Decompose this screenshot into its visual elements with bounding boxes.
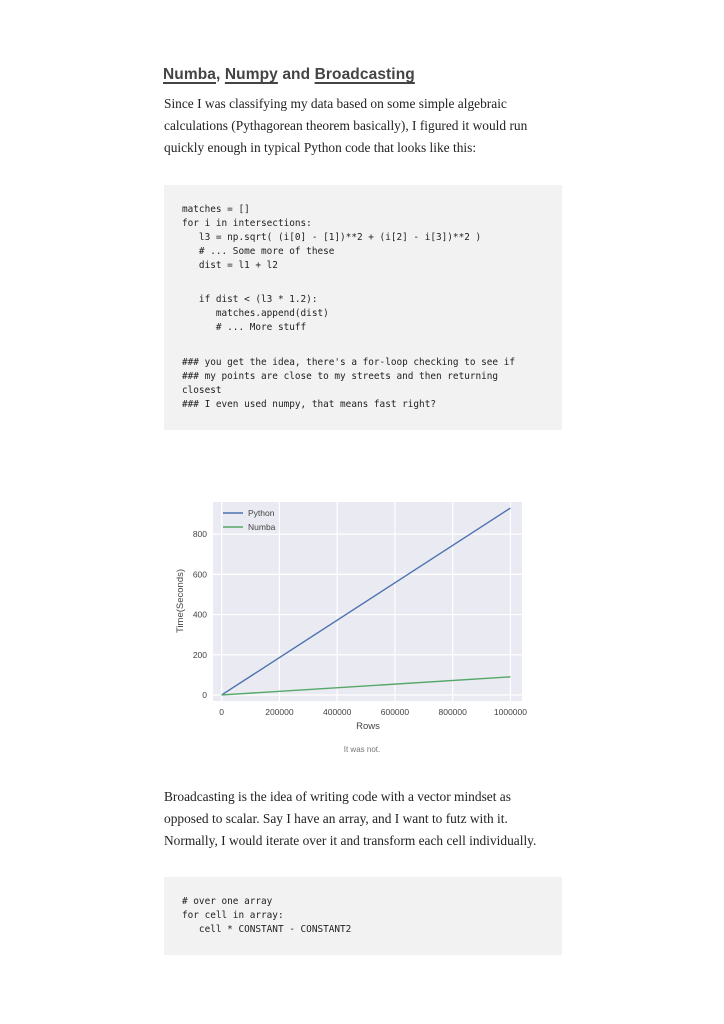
x-tick-label: 200000 — [265, 707, 294, 717]
code-line: matches = [] — [182, 204, 250, 215]
paragraph-line: quickly enough in typical Python code that looks like this: — [164, 140, 477, 155]
heading-conjunction: and — [277, 66, 315, 83]
x-tick-label: 600000 — [380, 707, 410, 717]
x-tick-label: 0 — [219, 707, 225, 717]
broadcasting-paragraph — [164, 786, 564, 852]
code-line: for cell in array: — [182, 910, 284, 921]
paragraph-line: Since I was classifying my data based on some simple algebraic — [164, 96, 507, 111]
x-tick-label: 400000 — [322, 707, 352, 717]
numba-link[interactable]: Numba — [163, 66, 217, 83]
y-axis-label: Time(Seconds) — [175, 568, 186, 634]
chart-caption: It was not. — [343, 745, 381, 754]
numpy-link[interactable]: Numpy — [224, 66, 278, 83]
y-tick-label: 0 — [202, 689, 207, 700]
code-line: if dist < (l3 * 1.2): — [182, 294, 318, 305]
x-tick-label: 800000 — [438, 707, 467, 717]
broadcasting-link[interactable]: Broadcasting — [314, 66, 415, 83]
code-block-loop — [164, 185, 562, 430]
legend-label: Python — [248, 508, 275, 518]
x-tick-label: 1000000 — [493, 707, 527, 717]
paragraph-line: Broadcasting is the idea of writing code with a vector mindset as — [164, 789, 511, 804]
y-tick-label: 400 — [192, 609, 207, 620]
code-block-broadcast — [164, 877, 562, 955]
code-line: for i in intersections: — [182, 218, 312, 229]
code-line: # ... More stuff — [182, 322, 307, 333]
intro-paragraph — [164, 93, 564, 159]
y-tick-label: 800 — [192, 529, 207, 540]
code-line: closest — [182, 385, 222, 396]
legend-label: Numba — [248, 522, 276, 532]
paragraph-line: calculations (Pythagorean theorem basically), I figured it would run — [164, 118, 528, 133]
x-axis-label: Rows — [356, 721, 380, 732]
paragraph-line: opposed to scalar. Say I have an array, and I want to futz with it. — [164, 811, 508, 826]
code-line: ### I even used numpy, that means fast right? — [182, 399, 436, 410]
code-line: cell * CONSTANT - CONSTANT2 — [182, 924, 352, 935]
code-line: # over one array — [182, 896, 273, 907]
code-line: matches.append(dist) — [182, 308, 329, 319]
section-heading — [163, 66, 415, 84]
y-tick-label: 600 — [192, 569, 207, 580]
heading-separator: , — [216, 66, 225, 83]
code-line: l3 = np.sqrt( (i[0] - [1])**2 + (i[2] - i[3])**2 ) — [182, 232, 482, 243]
y-tick-label: 200 — [192, 649, 207, 660]
code-line: dist = l1 + l2 — [182, 260, 278, 271]
code-line: ### my points are close to my streets and then returning — [182, 371, 499, 382]
paragraph-line: Normally, I would iterate over it and transform each cell individually. — [164, 833, 537, 848]
code-line: ### you get the idea, there's a for-loop checking to see if — [182, 357, 516, 368]
runtime-chart — [0, 495, 724, 740]
code-line: # ... Some more of these — [182, 246, 335, 257]
